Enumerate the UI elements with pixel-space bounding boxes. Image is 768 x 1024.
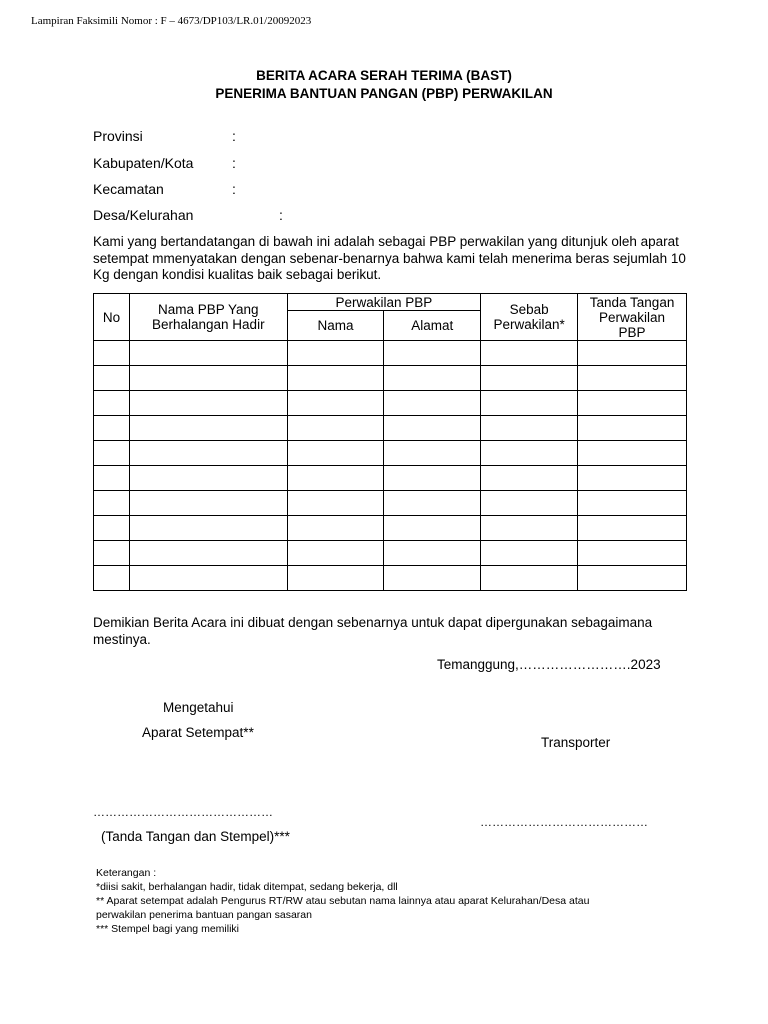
table-cell bbox=[94, 491, 130, 516]
table-cell bbox=[129, 441, 287, 466]
table-cell bbox=[384, 441, 481, 466]
table-cell bbox=[287, 516, 384, 541]
table-cell bbox=[287, 441, 384, 466]
table-cell bbox=[578, 341, 687, 366]
table-cell bbox=[481, 516, 578, 541]
table-cell bbox=[94, 341, 130, 366]
table-cell bbox=[481, 391, 578, 416]
table-cell bbox=[287, 416, 384, 441]
table-cell bbox=[578, 416, 687, 441]
table-cell bbox=[481, 416, 578, 441]
table-cell bbox=[384, 391, 481, 416]
table-cell bbox=[287, 566, 384, 591]
header-perwakilan-pbp: Perwakilan PBP bbox=[287, 294, 481, 311]
table-cell bbox=[94, 516, 130, 541]
notes-section bbox=[96, 866, 589, 936]
table-cell bbox=[129, 391, 287, 416]
note-line: Keterangan : bbox=[96, 867, 157, 879]
table-cell bbox=[287, 491, 384, 516]
table-cell bbox=[129, 491, 287, 516]
table-cell bbox=[578, 541, 687, 566]
intro-paragraph: Kami yang bertandatangan di bawah ini adalah sebagai PBP perwakilan yang ditunjuk oleh aparat setempat mmenyatakan dengan sebenar-benarnya bahwa kami telah menerima beras sejumlah 10 Kg dengan kondisi kualitas baik sebagai berikut. bbox=[93, 234, 686, 282]
transporter-label: Transporter bbox=[541, 735, 611, 750]
table-cell bbox=[578, 466, 687, 491]
table-cell bbox=[94, 541, 130, 566]
table-cell bbox=[94, 391, 130, 416]
table-cell bbox=[578, 366, 687, 391]
header-nama-pbp: Nama PBP Yang Berhalangan Hadir bbox=[129, 294, 287, 341]
table-cell bbox=[129, 416, 287, 441]
table-cell bbox=[481, 366, 578, 391]
table-cell bbox=[94, 441, 130, 466]
header-no: No bbox=[94, 294, 130, 341]
document-reference: Lampiran Faksimili Nomor : F – 4673/DP103/LR.01/20092023 bbox=[31, 15, 312, 27]
table-cell bbox=[129, 466, 287, 491]
field-label-kabupaten: Kabupaten/Kota bbox=[93, 155, 194, 171]
field-label-provinsi: Provinsi bbox=[93, 128, 143, 144]
table-cell bbox=[287, 391, 384, 416]
table-cell bbox=[94, 466, 130, 491]
header-sebab: Sebab Perwakilan* bbox=[481, 294, 578, 341]
table-cell bbox=[384, 566, 481, 591]
table-row bbox=[94, 566, 687, 591]
table-row bbox=[94, 391, 687, 416]
table-cell bbox=[578, 566, 687, 591]
note-line: *diisi sakit, berhalangan hadir, tidak ditempat, sedang bekerja, dll bbox=[96, 881, 398, 893]
signature-line-aparat: ……………………………………… bbox=[93, 805, 273, 819]
field-sep-kabupaten: : bbox=[232, 155, 236, 171]
place-date: Temanggung,…………………….2023 bbox=[437, 657, 661, 672]
field-label-kecamatan: Kecamatan bbox=[93, 181, 164, 197]
table-cell bbox=[481, 541, 578, 566]
field-sep-desa: : bbox=[279, 207, 283, 223]
table-row bbox=[94, 416, 687, 441]
table-cell bbox=[384, 491, 481, 516]
table-row bbox=[94, 541, 687, 566]
table-cell bbox=[287, 466, 384, 491]
table-cell bbox=[94, 416, 130, 441]
field-label-desa: Desa/Kelurahan bbox=[93, 207, 194, 223]
table-cell bbox=[384, 541, 481, 566]
header-alamat: Alamat bbox=[384, 311, 481, 341]
table-row bbox=[94, 491, 687, 516]
table-cell bbox=[94, 366, 130, 391]
table-cell bbox=[287, 341, 384, 366]
field-sep-kecamatan: : bbox=[232, 181, 236, 197]
table-cell bbox=[287, 541, 384, 566]
closing-paragraph: Demikian Berita Acara ini dibuat dengan sebenarnya untuk dapat dipergunakan sebagaimana mestinya. bbox=[93, 615, 653, 647]
table-cell bbox=[481, 491, 578, 516]
table-row bbox=[94, 441, 687, 466]
table-cell bbox=[481, 341, 578, 366]
table-row bbox=[94, 366, 687, 391]
header-tanda-tangan: Tanda Tangan Perwakilan PBP bbox=[578, 294, 687, 341]
note-line: *** Stempel bagi yang memiliki bbox=[96, 923, 239, 935]
table-row bbox=[94, 466, 687, 491]
header-nama: Nama bbox=[287, 311, 384, 341]
field-sep-provinsi: : bbox=[232, 128, 236, 144]
table-cell bbox=[129, 341, 287, 366]
note-line: perwakilan penerima bantuan pangan sasaran bbox=[96, 909, 312, 921]
table-cell bbox=[129, 541, 287, 566]
table-cell bbox=[578, 441, 687, 466]
table-cell bbox=[384, 416, 481, 441]
table-body bbox=[94, 341, 687, 591]
table-cell bbox=[94, 566, 130, 591]
table-row bbox=[94, 341, 687, 366]
table-cell bbox=[129, 366, 287, 391]
table-cell bbox=[129, 566, 287, 591]
title-line-2: PENERIMA BANTUAN PANGAN (PBP) PERWAKILAN bbox=[215, 86, 553, 101]
table-cell bbox=[384, 341, 481, 366]
mengetahui-label: Mengetahui bbox=[163, 700, 234, 715]
table-cell bbox=[384, 516, 481, 541]
aparat-label: Aparat Setempat** bbox=[142, 725, 254, 740]
signature-caption: (Tanda Tangan dan Stempel)*** bbox=[101, 829, 290, 844]
table-cell bbox=[384, 366, 481, 391]
signature-line-transporter: …………………………………… bbox=[480, 815, 648, 829]
note-line: ** Aparat setempat adalah Pengurus RT/RW atau sebutan nama lainnya atau aparat Kelurahan/Desa atau bbox=[96, 895, 590, 907]
table-row bbox=[94, 516, 687, 541]
table-cell bbox=[578, 516, 687, 541]
table-cell bbox=[578, 391, 687, 416]
table-cell bbox=[481, 566, 578, 591]
table-cell bbox=[129, 516, 287, 541]
recipient-table bbox=[93, 293, 687, 591]
table-cell bbox=[481, 441, 578, 466]
table-cell bbox=[481, 466, 578, 491]
title-line-1: BERITA ACARA SERAH TERIMA (BAST) bbox=[256, 68, 512, 83]
table-cell bbox=[384, 466, 481, 491]
table-cell bbox=[578, 491, 687, 516]
table-cell bbox=[287, 366, 384, 391]
